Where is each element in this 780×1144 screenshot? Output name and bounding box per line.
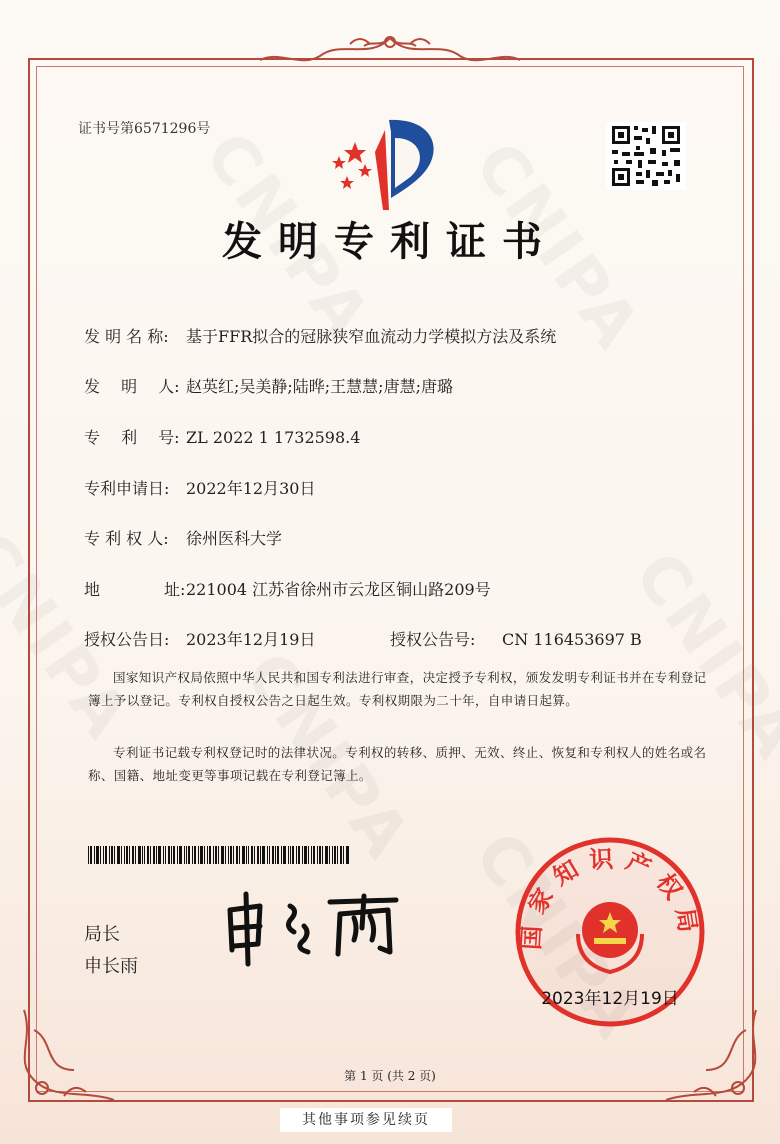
top-ornament-icon [260, 30, 520, 70]
page-number: 第 1 页 (共 2 页) [344, 1069, 436, 1083]
seal-text: 国家知识产权局 [517, 844, 704, 951]
grant-statement [88, 666, 708, 712]
address-value: 221004 江苏省徐州市云龙区铜山路209号 [186, 580, 491, 599]
inventors-row [84, 374, 453, 397]
grant-number-label: 授权公告号: [390, 630, 476, 649]
invention-name-row [84, 324, 556, 347]
filing-date-row [84, 476, 315, 499]
certificate-number: 证书号第6571296号 [78, 121, 211, 137]
grant-number-value: CN 116453697 B [502, 630, 642, 649]
grant-date-label: 授权公告日: [84, 630, 170, 649]
certificate-title: 发明专利证书 [222, 218, 558, 265]
grant-paragraph: 国家知识产权局依照中华人民共和国专利法进行审查，决定授予专利权，颁发发明专利证书并在专利登记簿上予以登记。专利权自授权公告之日起生效。专利权期限为二十年，自申请日起算。 [88, 670, 707, 708]
qr-code-icon [606, 122, 686, 190]
grant-number-row [390, 627, 642, 650]
filing-date-value: 2022年12月30日 [186, 479, 316, 498]
director-name: 申长雨 [84, 956, 138, 977]
invention-name-value: 基于FFR拟合的冠脉狭窄血流动力学模拟方法及系统 [186, 327, 557, 346]
address-label: 地 址: [84, 580, 186, 599]
barcode-icon [88, 846, 352, 864]
legal-status-statement [88, 741, 708, 787]
cnipa-logo-icon [325, 112, 455, 212]
patent-number-label: 专 利 号: [84, 428, 180, 447]
corner-ornament-icon [14, 1000, 124, 1110]
continued-note: 其他事项参见续页 [280, 1108, 452, 1132]
patent-number-row [84, 425, 360, 448]
official-seal-icon [512, 834, 708, 1030]
legal-paragraph: 专利证书记载专利权登记时的法律状况。专利权的转移、质押、无效、终止、恢复和专利权人的姓名或名称、国籍、地址变更等事项记载在专利登记簿上。 [88, 745, 707, 783]
inventors-value: 赵英红;吴美静;陆晔;王慧慧;唐慧;唐璐 [186, 377, 453, 396]
filing-date-label: 专利申请日: [84, 479, 170, 498]
grant-date-value: 2023年12月19日 [186, 630, 316, 649]
patentee-label: 专 利 权 人: [84, 529, 169, 548]
patentee-row [84, 526, 282, 549]
inventors-label: 发 明 人: [84, 377, 180, 396]
director-title: 局长 [84, 924, 120, 945]
patent-number-value: ZL 2022 1 1732598.4 [186, 428, 361, 447]
patentee-value: 徐州医科大学 [186, 529, 283, 548]
director-signature-icon [220, 888, 410, 968]
seal-date: 2023年12月19日 [541, 989, 679, 1009]
invention-name-label: 发 明 名 称: [84, 327, 169, 346]
address-row [84, 577, 491, 600]
grant-date-row [84, 627, 315, 650]
